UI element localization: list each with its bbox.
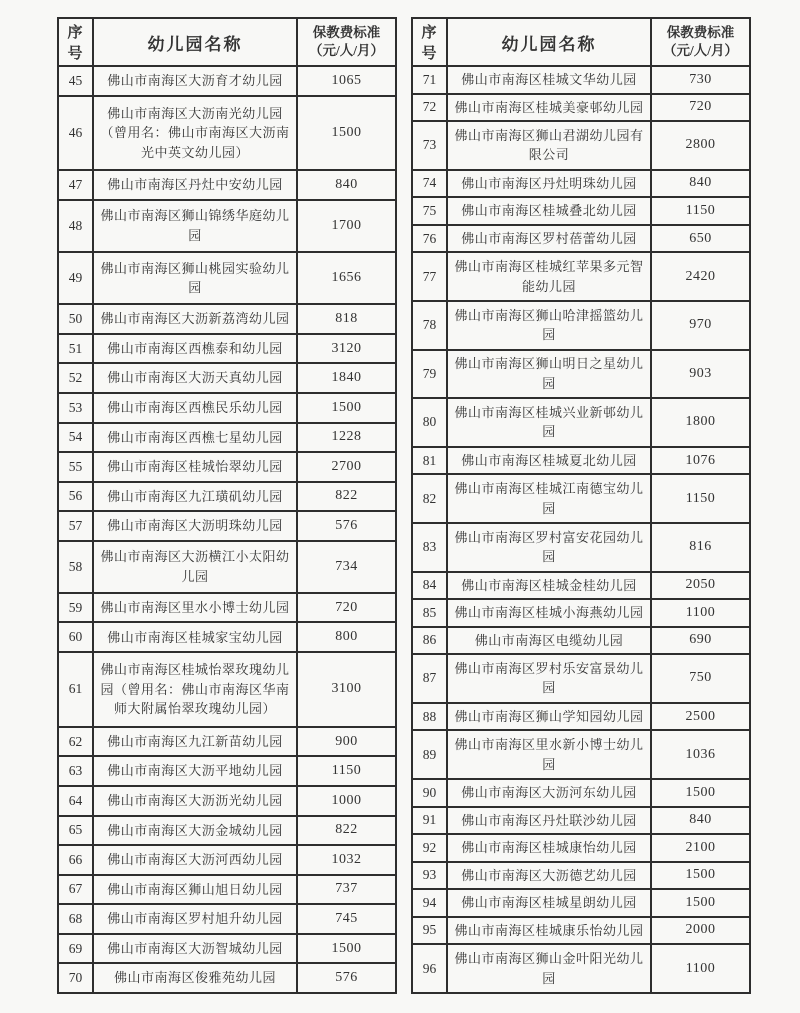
header-kindergarten-name: 幼儿园名称 (447, 18, 651, 66)
kindergarten-name-cell: 佛山市南海区罗村富安花园幼儿园 (447, 523, 651, 572)
table-row (58, 170, 396, 200)
row-index-cell: 62 (58, 727, 93, 757)
table-row (58, 66, 396, 96)
row-index-cell: 67 (58, 875, 93, 905)
fee-cell: 818 (297, 304, 396, 334)
kindergarten-name-cell: 佛山市南海区狮山学知园幼儿园 (447, 703, 651, 731)
row-index-cell: 78 (412, 301, 447, 350)
fee-cell: 1100 (651, 944, 750, 993)
table-row (58, 727, 396, 757)
table-row (412, 447, 750, 475)
kindergarten-name-cell: 佛山市南海区狮山明日之星幼儿园 (447, 350, 651, 399)
row-index-cell: 88 (412, 703, 447, 731)
table-row (412, 807, 750, 835)
table-row (58, 393, 396, 423)
table-row (412, 572, 750, 600)
fee-cell: 720 (651, 94, 750, 122)
row-index-cell: 80 (412, 398, 447, 447)
row-index-cell: 46 (58, 96, 93, 171)
fee-cell: 737 (297, 875, 396, 905)
fee-cell: 720 (297, 593, 396, 623)
header-fee-line1: 保教费标准 (666, 25, 735, 41)
kindergarten-name-cell: 佛山市南海区大沥天真幼儿园 (93, 363, 297, 393)
table-row (412, 627, 750, 655)
row-index-cell: 72 (412, 94, 447, 122)
table-row (412, 170, 750, 198)
fee-cell: 1500 (651, 779, 750, 807)
fee-cell: 822 (297, 482, 396, 512)
header-fee-standard (297, 18, 396, 66)
fee-cell: 745 (297, 904, 396, 934)
row-index-cell: 61 (58, 652, 93, 727)
kindergarten-name-cell: 佛山市南海区丹灶明珠幼儿园 (447, 170, 651, 198)
kindergarten-name-cell: 佛山市南海区狮山旭日幼儿园 (93, 875, 297, 905)
fee-cell: 903 (651, 350, 750, 399)
row-index-cell: 63 (58, 756, 93, 786)
row-index-cell: 57 (58, 511, 93, 541)
table-row (412, 398, 750, 447)
table-body-right (412, 66, 750, 993)
kindergarten-name-cell: 佛山市南海区桂城美豪邨幼儿园 (447, 94, 651, 122)
kindergarten-name-cell: 佛山市南海区西樵泰和幼儿园 (93, 334, 297, 364)
fee-cell: 1500 (651, 862, 750, 890)
fee-cell: 1065 (297, 66, 396, 96)
fee-cell: 1228 (297, 423, 396, 453)
fee-cell: 3100 (297, 652, 396, 727)
table-row (58, 845, 396, 875)
row-index-cell: 58 (58, 541, 93, 593)
table-row (412, 944, 750, 993)
fee-cell: 2420 (651, 252, 750, 301)
fee-cell: 2100 (651, 834, 750, 862)
kindergarten-name-cell: 佛山市南海区狮山哈津摇篮幼儿园 (447, 301, 651, 350)
row-index-cell: 73 (412, 121, 447, 170)
table-row (58, 875, 396, 905)
kindergarten-name-cell: 佛山市南海区桂城红苹果多元智能幼儿园 (447, 252, 651, 301)
kindergarten-name-cell: 佛山市南海区西樵民乐幼儿园 (93, 393, 297, 423)
table-row (58, 756, 396, 786)
table-row (58, 304, 396, 334)
table-row (58, 593, 396, 623)
kindergarten-name-cell: 佛山市南海区西樵七星幼儿园 (93, 423, 297, 453)
fee-cell: 1032 (297, 845, 396, 875)
fee-cell: 800 (297, 622, 396, 652)
row-index-cell: 65 (58, 816, 93, 846)
table-row (58, 452, 396, 482)
fee-cell: 576 (297, 963, 396, 993)
header-fee-line2: （元/人/月） (308, 43, 384, 58)
table-row (412, 730, 750, 779)
fee-cell: 1700 (297, 200, 396, 252)
row-index-cell: 50 (58, 304, 93, 334)
table-row (412, 917, 750, 945)
row-index-cell: 51 (58, 334, 93, 364)
fee-cell: 750 (651, 654, 750, 703)
kindergarten-name-cell: 佛山市南海区大沥河西幼儿园 (93, 845, 297, 875)
header-index: 序号 (412, 18, 447, 66)
fee-cell: 1840 (297, 363, 396, 393)
table-row (412, 197, 750, 225)
table-row (58, 511, 396, 541)
table-row (412, 474, 750, 523)
row-index-cell: 87 (412, 654, 447, 703)
kindergarten-name-cell: 佛山市南海区俊雅苑幼儿园 (93, 963, 297, 993)
fee-cell: 900 (297, 727, 396, 757)
fee-cell: 1076 (651, 447, 750, 475)
table-row (58, 200, 396, 252)
row-index-cell: 76 (412, 225, 447, 253)
table-body-left (58, 66, 396, 993)
row-index-cell: 47 (58, 170, 93, 200)
fee-cell: 734 (297, 541, 396, 593)
row-index-cell: 77 (412, 252, 447, 301)
table-row (58, 482, 396, 512)
table-row (58, 816, 396, 846)
row-index-cell: 82 (412, 474, 447, 523)
kindergarten-name-cell: 佛山市南海区桂城怡翠玫瑰幼儿园（曾用名：佛山市南海区华南师大附属怡翠玫瑰幼儿园） (93, 652, 297, 727)
table-row (58, 96, 396, 171)
kindergarten-name-cell: 佛山市南海区罗村旭升幼儿园 (93, 904, 297, 934)
row-index-cell: 59 (58, 593, 93, 623)
kindergarten-name-cell: 佛山市南海区大沥横江小太阳幼儿园 (93, 541, 297, 593)
kindergarten-name-cell: 佛山市南海区狮山君湖幼儿园有限公司 (447, 121, 651, 170)
table-row (412, 66, 750, 94)
row-index-cell: 54 (58, 423, 93, 453)
table-row (412, 834, 750, 862)
fee-cell: 3120 (297, 334, 396, 364)
table-row (58, 904, 396, 934)
table-row (58, 423, 396, 453)
fee-table-left (57, 17, 397, 994)
fee-cell: 1100 (651, 599, 750, 627)
row-index-cell: 64 (58, 786, 93, 816)
fee-cell: 730 (651, 66, 750, 94)
fee-cell: 2700 (297, 452, 396, 482)
row-index-cell: 91 (412, 807, 447, 835)
table-row (412, 654, 750, 703)
table-row (58, 252, 396, 304)
row-index-cell: 56 (58, 482, 93, 512)
kindergarten-name-cell: 佛山市南海区桂城康乐怡幼儿园 (447, 917, 651, 945)
kindergarten-name-cell: 佛山市南海区桂城怡翠幼儿园 (93, 452, 297, 482)
kindergarten-name-cell: 佛山市南海区大沥智城幼儿园 (93, 934, 297, 964)
kindergarten-name-cell: 佛山市南海区桂城江南德宝幼儿园 (447, 474, 651, 523)
table-row (412, 301, 750, 350)
fee-cell: 822 (297, 816, 396, 846)
fee-cell: 690 (651, 627, 750, 655)
fee-cell: 1036 (651, 730, 750, 779)
fee-cell: 2000 (651, 917, 750, 945)
row-index-cell: 49 (58, 252, 93, 304)
table-row (58, 934, 396, 964)
fee-cell: 2050 (651, 572, 750, 600)
header-index: 序号 (58, 18, 93, 66)
row-index-cell: 55 (58, 452, 93, 482)
kindergarten-name-cell: 佛山市南海区里水新小博士幼儿园 (447, 730, 651, 779)
kindergarten-name-cell: 佛山市南海区九江新苗幼儿园 (93, 727, 297, 757)
fee-cell: 1800 (651, 398, 750, 447)
kindergarten-name-cell: 佛山市南海区大沥明珠幼儿园 (93, 511, 297, 541)
kindergarten-name-cell: 佛山市南海区狮山金叶阳光幼儿园 (447, 944, 651, 993)
table-row (412, 703, 750, 731)
row-index-cell: 93 (412, 862, 447, 890)
kindergarten-name-cell: 佛山市南海区桂城夏北幼儿园 (447, 447, 651, 475)
row-index-cell: 52 (58, 363, 93, 393)
fee-cell: 2500 (651, 703, 750, 731)
table-row (412, 94, 750, 122)
kindergarten-name-cell: 佛山市南海区大沥德艺幼儿园 (447, 862, 651, 890)
fee-cell: 1500 (651, 889, 750, 917)
row-index-cell: 90 (412, 779, 447, 807)
row-index-cell: 45 (58, 66, 93, 96)
kindergarten-name-cell: 佛山市南海区狮山锦绣华庭幼儿园 (93, 200, 297, 252)
kindergarten-name-cell: 佛山市南海区罗村蓓蕾幼儿园 (447, 225, 651, 253)
kindergarten-name-cell: 佛山市南海区桂城兴业新邨幼儿园 (447, 398, 651, 447)
kindergarten-name-cell: 佛山市南海区大沥育才幼儿园 (93, 66, 297, 96)
fee-cell: 650 (651, 225, 750, 253)
row-index-cell: 75 (412, 197, 447, 225)
table-row (58, 541, 396, 593)
fee-cell: 1656 (297, 252, 396, 304)
row-index-cell: 89 (412, 730, 447, 779)
kindergarten-name-cell: 佛山市南海区大沥新荔湾幼儿园 (93, 304, 297, 334)
table-row (412, 350, 750, 399)
kindergarten-name-cell: 佛山市南海区电缆幼儿园 (447, 627, 651, 655)
fee-cell: 1500 (297, 934, 396, 964)
header-fee-line1: 保教费标准 (312, 25, 381, 41)
row-index-cell: 85 (412, 599, 447, 627)
fee-cell: 1150 (651, 197, 750, 225)
kindergarten-name-cell: 佛山市南海区桂城叠北幼儿园 (447, 197, 651, 225)
kindergarten-name-cell: 佛山市南海区狮山桃园实验幼儿园 (93, 252, 297, 304)
fee-cell: 1150 (651, 474, 750, 523)
row-index-cell: 53 (58, 393, 93, 423)
row-index-cell: 81 (412, 447, 447, 475)
table-row (412, 889, 750, 917)
row-index-cell: 71 (412, 66, 447, 94)
fee-cell: 840 (651, 807, 750, 835)
fee-cell: 1000 (297, 786, 396, 816)
kindergarten-name-cell: 佛山市南海区大沥沥光幼儿园 (93, 786, 297, 816)
kindergarten-name-cell: 佛山市南海区桂城家宝幼儿园 (93, 622, 297, 652)
table-row (58, 786, 396, 816)
row-index-cell: 94 (412, 889, 447, 917)
fee-cell: 840 (297, 170, 396, 200)
table-row (58, 363, 396, 393)
row-index-cell: 74 (412, 170, 447, 198)
row-index-cell: 79 (412, 350, 447, 399)
row-index-cell: 69 (58, 934, 93, 964)
row-index-cell: 92 (412, 834, 447, 862)
kindergarten-name-cell: 佛山市南海区桂城金桂幼儿园 (447, 572, 651, 600)
table-row (412, 599, 750, 627)
kindergarten-name-cell: 佛山市南海区桂城文华幼儿园 (447, 66, 651, 94)
table-row (412, 225, 750, 253)
kindergarten-name-cell: 佛山市南海区大沥南光幼儿园（曾用名：佛山市南海区大沥南光中英文幼儿园） (93, 96, 297, 171)
fee-cell: 816 (651, 523, 750, 572)
fee-cell: 576 (297, 511, 396, 541)
kindergarten-name-cell: 佛山市南海区罗村乐安富景幼儿园 (447, 654, 651, 703)
row-index-cell: 66 (58, 845, 93, 875)
row-index-cell: 83 (412, 523, 447, 572)
fee-cell: 840 (651, 170, 750, 198)
row-index-cell: 86 (412, 627, 447, 655)
header-fee-line2: （元/人/月） (662, 43, 738, 58)
fee-table-right (411, 17, 751, 994)
kindergarten-name-cell: 佛山市南海区丹灶联沙幼儿园 (447, 807, 651, 835)
row-index-cell: 60 (58, 622, 93, 652)
table-row (58, 622, 396, 652)
kindergarten-name-cell: 佛山市南海区里水小博士幼儿园 (93, 593, 297, 623)
table-row (58, 963, 396, 993)
kindergarten-name-cell: 佛山市南海区九江璜矶幼儿园 (93, 482, 297, 512)
row-index-cell: 96 (412, 944, 447, 993)
kindergarten-name-cell: 佛山市南海区桂城小海燕幼儿园 (447, 599, 651, 627)
table-row (412, 779, 750, 807)
table-row (58, 334, 396, 364)
header-fee-standard (651, 18, 750, 66)
kindergarten-name-cell: 佛山市南海区大沥河东幼儿园 (447, 779, 651, 807)
fee-cell: 1500 (297, 393, 396, 423)
kindergarten-name-cell: 佛山市南海区丹灶中安幼儿园 (93, 170, 297, 200)
table-row (412, 523, 750, 572)
fee-cell: 970 (651, 301, 750, 350)
row-index-cell: 95 (412, 917, 447, 945)
header-row (412, 18, 750, 66)
kindergarten-name-cell: 佛山市南海区大沥平地幼儿园 (93, 756, 297, 786)
table-row (412, 121, 750, 170)
fee-cell: 1150 (297, 756, 396, 786)
row-index-cell: 48 (58, 200, 93, 252)
fee-cell: 2800 (651, 121, 750, 170)
header-kindergarten-name: 幼儿园名称 (93, 18, 297, 66)
kindergarten-name-cell: 佛山市南海区桂城康怡幼儿园 (447, 834, 651, 862)
header-row (58, 18, 396, 66)
kindergarten-name-cell: 佛山市南海区大沥金城幼儿园 (93, 816, 297, 846)
row-index-cell: 70 (58, 963, 93, 993)
table-row (412, 252, 750, 301)
table-row (412, 862, 750, 890)
row-index-cell: 84 (412, 572, 447, 600)
table-header (58, 18, 396, 66)
table-row (58, 652, 396, 727)
row-index-cell: 68 (58, 904, 93, 934)
fee-cell: 1500 (297, 96, 396, 171)
kindergarten-name-cell: 佛山市南海区桂城星朗幼儿园 (447, 889, 651, 917)
table-header (412, 18, 750, 66)
